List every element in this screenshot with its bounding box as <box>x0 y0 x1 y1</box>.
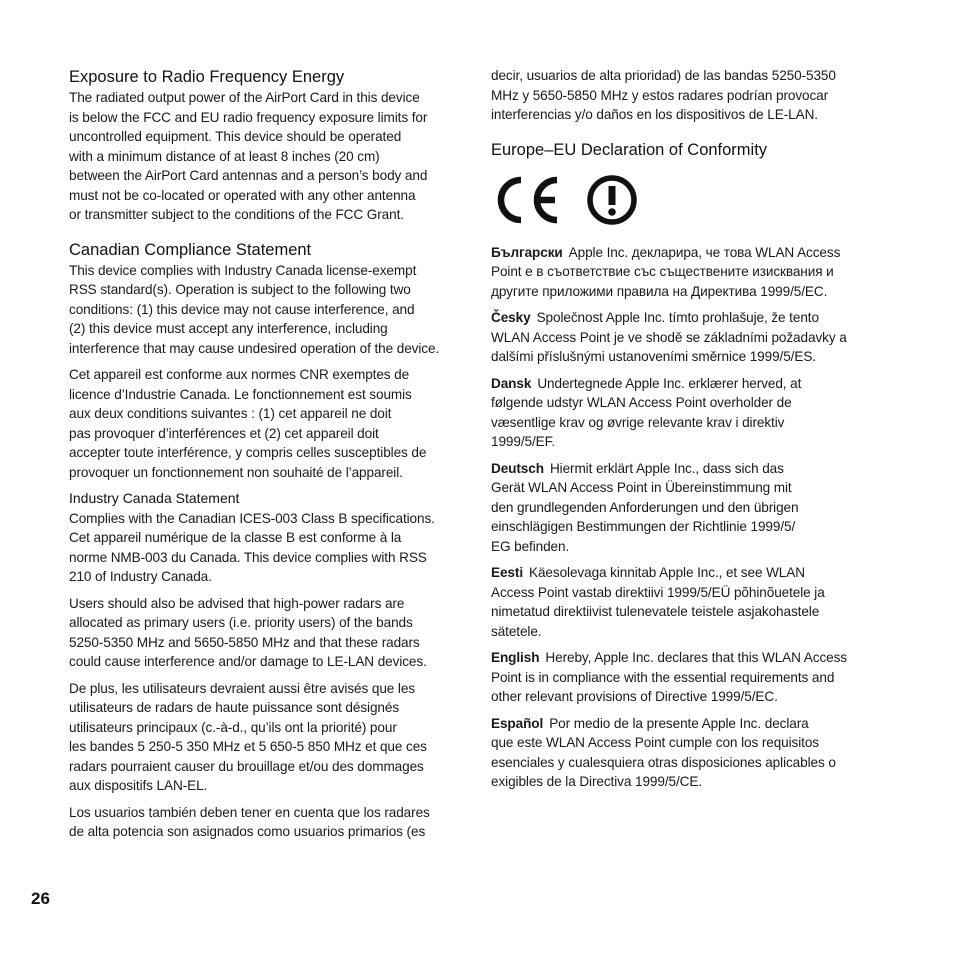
declaration-et <box>491 563 886 641</box>
industry-canada-heading: Industry Canada Statement <box>69 490 240 506</box>
radar-advisory-en: Users should also be advised that high-power radars are allocated as primary users (i.e. priority users) of the bands 5250-5350 MHz and 5650-5850 MHz and that these radars could cause interference and/or damage to LE-LAN devices. <box>69 595 427 669</box>
canadian-compliance-text-fr: Cet appareil est conforme aux normes CNR exemptes de licence d’Industrie Canada. Le fonctionnement est soumis aux deux conditions suivantes : (1) cet appareil ne doit pas provoquer d’interférences et (2) cet appareil doit accepter toute interférence, y compris celles susceptibles de provoquer un fonctionnement non souhaité de l’appareil. <box>69 367 427 480</box>
declaration-en <box>491 648 886 707</box>
declaration-cs <box>491 308 886 367</box>
declaration-text-estonian: Käesolevaga kinnitab Apple Inc., et see WLAN Access Point vastab direktiivi 1999/5/EÜ põhinõuetele ja nimetatud direktiivist tulenevatele teistele asjakohastele sätetele. <box>491 565 825 639</box>
declaration-text-bulgarian: Apple Inc. декларира, че това WLAN Access Point е в съответствие със съществените изисквания и другите приложими правила на Директива 1999/5/ЕС. <box>491 244 841 299</box>
lang-label-english: English <box>491 650 540 665</box>
industry-canada-text: Complies with the Canadian ICES-003 Class B specifications. Cet appareil numérique de la classe B est conforme à la norme NMB-003 du Canada. This device complies with RSS 210 of Industry Canada. <box>69 510 435 584</box>
radar-advisory-fr: De plus, les utilisateurs devraient aussi être avisés que les utilisateurs de radars de haute puissance sont désignés utilisateurs principaux (c.-à-d., qu’ils ont la priorité) pour les bandes 5 250-5 350 MHz et 5 650-5 850 MHz et que ces radars pourraient causer du brouillage et/ou des dommages aux dispositifs LAN-EL. <box>69 680 427 793</box>
declaration-bg <box>491 243 886 302</box>
lang-label-danish: Dansk <box>491 375 532 391</box>
conformity-marks <box>491 171 886 229</box>
declaration-text-english: Hereby, Apple Inc. declares that this WLAN Access Point is in compliance with the essential requirements and other relevant provisions of Directive 1999/5/EC. <box>491 650 848 704</box>
declaration-es <box>491 714 886 792</box>
radar-advisory-es: Los usuarios también deben tener en cuenta que los radares de alta potencia son asignados como usuarios primarios (es <box>69 804 430 839</box>
left-column <box>69 66 469 842</box>
rf-exposure-heading: Exposure to Radio Frequency Energy <box>69 68 345 86</box>
lang-label-spanish: Español <box>491 715 544 731</box>
page-number: 26 <box>31 889 50 908</box>
lang-label-bulgarian: Български <box>491 244 563 260</box>
canadian-compliance-heading: Canadian Compliance Statement <box>69 240 312 259</box>
declaration-da <box>491 374 886 452</box>
radar-advisory-es-continued: decir, usuarios de alta prioridad) de las bandas 5250-5350 MHz y 5650-5850 MHz y estos radares podrían provocar interferencias y/o daños en los dispositivos de LE-LAN. <box>491 68 836 122</box>
alert-class-2-icon <box>585 173 639 227</box>
declaration-text-danish: Undertegnede Apple Inc. erklærer herved, at følgende udstyr WLAN Access Point overholder de væsentlige krav og øvrige relevante krav i direktiv 1999/5/EF. <box>491 375 802 449</box>
declaration-text-czech: Společnost Apple Inc. tímto prohlašuje, že tento WLAN Access Point je ve shodě se základními požadavky a dalšími příslušnými ustanoveními směrnice 1999/5/ES. <box>491 310 847 364</box>
right-column <box>491 66 886 792</box>
canadian-compliance-text-en: This device complies with Industry Canada license-exempt RSS standard(s). Operation is subject to the following two conditions: (1) this device may not cause interference, and (2) this device must accept any interference, including interference that may cause undesired operation of the device. <box>69 262 440 356</box>
declaration-de <box>491 459 886 557</box>
lang-label-czech: Česky <box>491 310 531 325</box>
declaration-text-german: Hiermit erklärt Apple Inc., dass sich das Gerät WLAN Access Point in Übereinstimmung mit den grundlegenden Anforderungen und den übrigen einschlägigen Bestimmungen der Richtlinie 1999/5/ EG befinden. <box>491 460 799 554</box>
lang-label-estonian: Eesti <box>491 565 523 580</box>
eu-declaration-heading: Europe–EU Declaration of Conformity <box>491 140 768 159</box>
ce-mark-icon <box>491 174 563 226</box>
declaration-text-spanish: Por medio de la presente Apple Inc. declara que este WLAN Access Point cumple con los requisitos esenciales y cualesquiera otras disposiciones aplicables o exigibles de la Directiva 1999/5/CE. <box>491 715 836 789</box>
lang-label-german: Deutsch <box>491 460 544 476</box>
rf-exposure-text: The radiated output power of the AirPort Card in this device is below the FCC and EU radio frequency exposure limits for uncontrolled equipment. This device should be operated with a minimum distance of at least 8 inches (20 cm) between the AirPort Card antennas and a person’s body and must not be co-located or operated with any other antenna or transmitter subject to the conditions of the FCC Grant. <box>69 90 428 222</box>
